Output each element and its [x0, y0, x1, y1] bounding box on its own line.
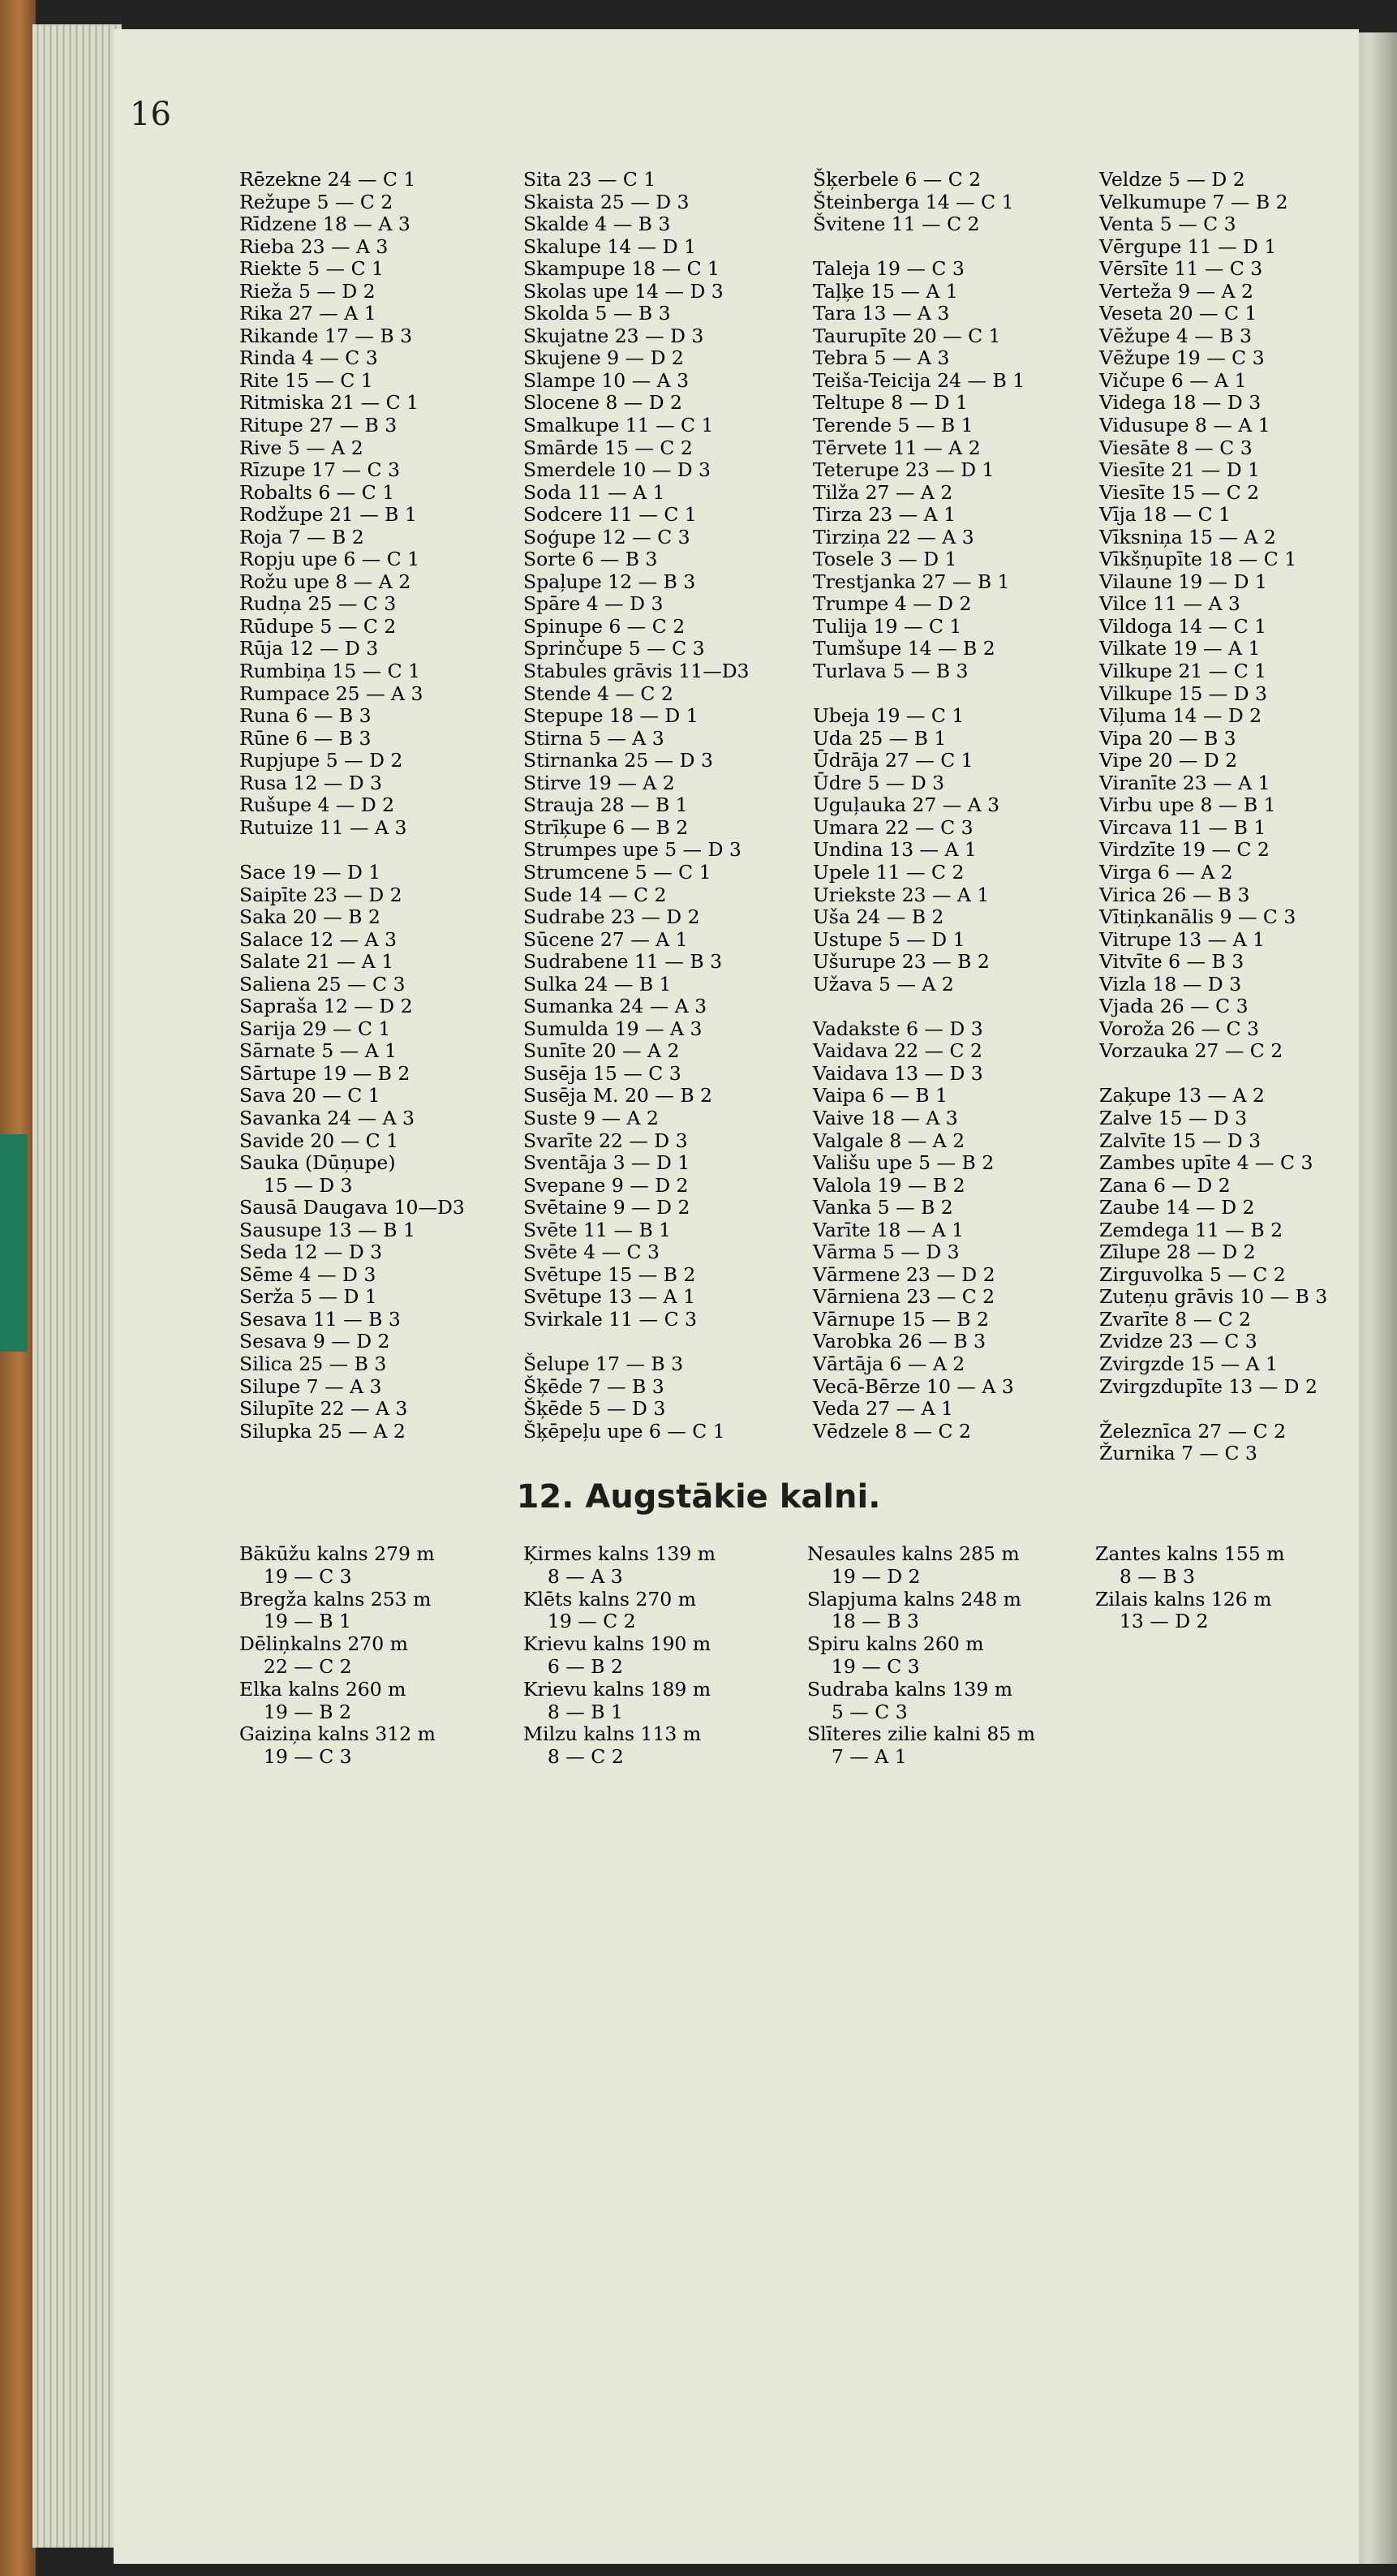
index-entry: Vaidava 22 — C 2: [813, 1039, 982, 1063]
index-entry: Skolas upe 14 — D 3: [523, 279, 724, 303]
index-entry: Trestjanka 27 — B 1: [813, 570, 1010, 593]
index-entry: Spinupe 6 — C 2: [523, 614, 686, 638]
index-entry: Sudrabe 23 — D 2: [523, 905, 700, 929]
index-entry: Svarīte 22 — D 3: [523, 1129, 688, 1152]
index-entry: Smerdele 10 — D 3: [523, 458, 711, 482]
index-entry: Vilaune 19 — D 1: [1099, 570, 1267, 593]
index-entry: Skalde 4 — B 3: [523, 213, 671, 236]
index-entry: Savanka 24 — A 3: [239, 1106, 415, 1129]
index-entry: Viesāte 8 — C 3: [1099, 436, 1253, 459]
index-entry: Sūcene 27 — A 1: [523, 927, 688, 951]
index-entry: Riekte 5 — C 1: [239, 257, 384, 281]
index-entry: Užava 5 — A 2: [813, 972, 954, 996]
index-entry: Vārmene 23 — D 2: [813, 1262, 995, 1286]
index-entry: Svirkale 11 — C 3: [523, 1307, 698, 1331]
index-entry: Viranīte 23 — A 1: [1099, 771, 1270, 794]
index-entry: Sodcere 11 — C 1: [523, 503, 697, 527]
peaks-column-1: [239, 1543, 519, 1769]
index-entry: Trumpe 4 — D 2: [813, 592, 972, 616]
peak-entry-line: Krievu kalns 190 m: [523, 1632, 711, 1656]
index-entry: Vircava 11 — B 1: [1099, 815, 1266, 839]
river-index: [239, 168, 1351, 1465]
peak-entry-line: Dēliņkalns 270 m: [239, 1632, 408, 1656]
index-entry: Strauja 28 — B 1: [523, 793, 688, 817]
index-entry: Valgale 8 — A 2: [813, 1129, 965, 1152]
index-entry: Šķēpeļu upe 6 — C 1: [523, 1419, 725, 1443]
index-entry: Ropju upe 6 — C 1: [239, 548, 420, 571]
index-entry: Roja 7 — B 2: [239, 525, 364, 548]
index-entry: Tosele 3 — D 1: [813, 548, 957, 571]
peak-entry-line: 5 — C 3: [807, 1700, 908, 1723]
index-entry: Valola 19 — B 2: [813, 1173, 965, 1197]
index-entry: Vilce 11 — A 3: [1099, 592, 1240, 616]
index-entry: Sārtupe 19 — B 2: [239, 1061, 411, 1085]
index-entry: Zvirgzdupīte 13 — D 2: [1099, 1374, 1317, 1398]
index-entry: Venta 5 — C 3: [1099, 213, 1236, 236]
index-entry: Smalkupe 11 — C 1: [523, 414, 714, 437]
index-entry: Strumcene 5 — C 1: [523, 860, 711, 884]
index-entry: [813, 683, 1093, 706]
index-entry: Rieža 5 — D 2: [239, 279, 376, 303]
index-entry: Strīķupe 6 — B 2: [523, 815, 689, 839]
index-entry: Vītiņkanālis 9 — C 3: [1099, 905, 1296, 929]
peak-entry-line: Sudraba kalns 139 m: [807, 1677, 1013, 1701]
index-entry: [1099, 1398, 1379, 1421]
index-entry: Tebra 5 — A 3: [813, 346, 950, 370]
index-entry: Šķēde 5 — D 3: [523, 1397, 666, 1421]
index-entry: [239, 839, 519, 862]
index-entry: Skampupe 18 — C 1: [523, 257, 720, 281]
highest-hills-list: [239, 1543, 1351, 1787]
index-entry: Vidusupe 8 — A 1: [1099, 414, 1270, 437]
index-entry: Umara 22 — C 3: [813, 815, 974, 839]
index-entry: Smārde 15 — C 2: [523, 436, 693, 459]
index-entry: Suste 9 — A 2: [523, 1106, 659, 1129]
index-entry: Vitrupe 13 — A 1: [1099, 927, 1266, 951]
index-entry: [813, 996, 1093, 1018]
index-entry: Sarija 29 — C 1: [239, 1017, 391, 1040]
index-entry: Tirza 23 — A 1: [813, 503, 956, 527]
index-entry: Soģupe 12 — C 3: [523, 525, 690, 548]
index-entry: Šteinberga 14 — C 1: [813, 190, 1014, 213]
index-entry: Ušurupe 23 — B 2: [813, 950, 990, 974]
index-entry: Skujatne 23 — D 3: [523, 324, 704, 347]
peaks-column-2: [523, 1543, 803, 1769]
index-entry: Rušupe 4 — D 2: [239, 793, 395, 817]
index-entry: Vārnupe 15 — B 2: [813, 1307, 989, 1331]
peak-entry-line: 19 — C 3: [807, 1654, 920, 1678]
index-entry: Tara 13 — A 3: [813, 302, 950, 325]
index-entry: Vīkšņupīte 18 — C 1: [1099, 548, 1297, 571]
index-entry: Rupjupe 5 — D 2: [239, 749, 403, 772]
index-entry: Undina 13 — A 1: [813, 838, 977, 862]
index-entry: Vilkate 19 — A 1: [1099, 637, 1261, 660]
index-entry: Slampe 10 — A 3: [523, 368, 690, 392]
index-entry: Varīte 18 — A 1: [813, 1218, 965, 1241]
index-entry: Teterupe 23 — D 1: [813, 458, 995, 482]
index-entry: Vīksniņa 15 — A 2: [1099, 525, 1276, 548]
page-number: 16: [130, 96, 171, 133]
index-entry: Vizla 18 — D 3: [1099, 972, 1242, 996]
index-entry: Zana 6 — D 2: [1099, 1173, 1231, 1197]
index-entry: Rudņa 25 — C 3: [239, 592, 397, 616]
index-entry: Sesava 11 — B 3: [239, 1307, 401, 1331]
peak-entry-line: Elka kalns 260 m: [239, 1677, 406, 1701]
index-entry: Vildoga 14 — C 1: [1099, 614, 1267, 638]
index-entry: [1099, 1063, 1379, 1086]
index-entry: Rūja 12 — D 3: [239, 637, 379, 660]
index-entry: Uda 25 — B 1: [813, 726, 947, 750]
index-entry: Vadakste 6 — D 3: [813, 1017, 983, 1040]
index-entry: Taurupīte 20 — C 1: [813, 324, 1001, 347]
index-entry: Vipa 20 — B 3: [1099, 726, 1236, 750]
index-entry: Uriekste 23 — A 1: [813, 883, 990, 906]
peak-entry-line: Zilais kalns 126 m: [1095, 1587, 1272, 1611]
peak-entry-line: 7 — A 1: [807, 1745, 907, 1769]
bookmark-tab: [0, 1134, 28, 1352]
index-entry: Sauka (Dūņupe): [239, 1151, 396, 1175]
index-entry: Spaļupe 12 — B 3: [523, 570, 696, 593]
index-column-2: [523, 169, 803, 1443]
index-entry: Sausā Daugava 10—D3: [239, 1196, 465, 1219]
index-entry: Svētupe 15 — B 2: [523, 1262, 696, 1286]
index-entry: Rikande 17 — B 3: [239, 324, 413, 347]
index-entry: Zīlupe 28 — D 2: [1099, 1241, 1256, 1264]
index-entry: Svēte 11 — B 1: [523, 1218, 672, 1241]
peak-entry-line: 8 — B 3: [1095, 1564, 1195, 1588]
index-entry: Zalvīte 15 — D 3: [1099, 1129, 1262, 1152]
index-entry: Švitene 11 — C 2: [813, 213, 980, 236]
index-entry: Vārtāja 6 — A 2: [813, 1352, 965, 1375]
peak-entry-line: Milzu kalns 113 m: [523, 1722, 702, 1746]
index-entry: Ritmiska 21 — C 1: [239, 391, 419, 415]
index-entry: Stepupe 18 — D 1: [523, 704, 698, 728]
page-stack-edges: [32, 24, 122, 2548]
index-entry: Sēme 4 — D 3: [239, 1262, 376, 1286]
peak-entry-line: 19 — C 3: [239, 1564, 352, 1588]
index-entry: Vaive 18 — A 3: [813, 1106, 958, 1129]
index-entry: Vanka 5 — B 2: [813, 1196, 953, 1219]
peak-entry-line: 8 — A 3: [523, 1564, 623, 1588]
index-entry: Vēžupe 4 — B 3: [1099, 324, 1252, 347]
index-entry: Silupka 25 — A 2: [239, 1419, 406, 1443]
index-entry: Teltupe 8 — D 1: [813, 391, 968, 415]
index-entry: Vilkupe 21 — C 1: [1099, 660, 1267, 683]
index-entry: Veseta 20 — C 1: [1099, 302, 1257, 325]
index-entry: 15 — D 3: [239, 1173, 353, 1197]
index-entry: Sesava 9 — D 2: [239, 1330, 390, 1353]
index-entry: Svepane 9 — D 2: [523, 1173, 689, 1197]
index-entry: Turlava 5 — B 3: [813, 660, 969, 683]
peak-entry-line: 8 — B 1: [523, 1700, 623, 1723]
index-entry: Ubeja 19 — C 1: [813, 704, 965, 728]
index-entry: Sudrabene 11 — B 3: [523, 950, 723, 974]
index-entry: Ustupe 5 — D 1: [813, 927, 965, 951]
index-entry: Veldze 5 — D 2: [1099, 168, 1245, 191]
index-entry: [813, 236, 1093, 259]
index-entry: Silupīte 22 — A 3: [239, 1397, 408, 1421]
index-entry: [523, 1331, 803, 1353]
index-entry: Svēte 4 — C 3: [523, 1241, 660, 1264]
index-entry: Saipīte 23 — D 2: [239, 883, 402, 906]
index-entry: Rūne 6 — B 3: [239, 726, 372, 750]
index-entry: Tērvete 11 — A 2: [813, 436, 981, 459]
peak-entry-line: Ķirmes kalns 139 m: [523, 1542, 716, 1565]
index-entry: Žurnika 7 — C 3: [1099, 1442, 1257, 1465]
index-entry: Rodžupe 21 — B 1: [239, 503, 417, 527]
index-entry: Ritupe 27 — B 3: [239, 414, 398, 437]
index-entry: Sārnate 5 — A 1: [239, 1039, 398, 1063]
index-entry: Rinda 4 — C 3: [239, 346, 378, 370]
index-entry: Režupe 5 — C 2: [239, 190, 393, 213]
index-entry: Vārma 5 — D 3: [813, 1241, 960, 1264]
peak-entry-line: Spiru kalns 260 m: [807, 1632, 984, 1656]
peak-entry-line: 19 — B 2: [239, 1700, 351, 1723]
index-entry: Šķerbele 6 — C 2: [813, 168, 982, 191]
peak-entry-line: Krievu kalns 189 m: [523, 1677, 711, 1701]
index-entry: Savide 20 — C 1: [239, 1129, 399, 1152]
index-entry: Vjada 26 — C 3: [1099, 995, 1249, 1018]
index-entry: Rumpace 25 — A 3: [239, 682, 423, 705]
index-entry: Viesīte 15 — C 2: [1099, 480, 1260, 504]
index-entry: Tumšupe 14 — B 2: [813, 637, 995, 660]
index-entry: Vēžupe 19 — C 3: [1099, 346, 1265, 370]
peak-entry-line: 19 — C 2: [523, 1610, 636, 1633]
index-entry: Zalve 15 — D 3: [1099, 1106, 1248, 1129]
index-entry: Salate 21 — A 1: [239, 950, 394, 974]
index-entry: Taļķe 15 — A 1: [813, 279, 958, 303]
index-entry: Varobka 26 — B 3: [813, 1330, 986, 1353]
index-entry: Rožu upe 8 — A 2: [239, 570, 411, 593]
index-entry: Sace 19 — D 1: [239, 860, 381, 884]
index-entry: Rēzekne 24 — C 1: [239, 168, 416, 191]
index-entry: Sapraša 12 — D 2: [239, 995, 413, 1018]
peak-entry-line: 8 — C 2: [523, 1745, 624, 1769]
index-entry: Vērsīte 11 — C 3: [1099, 257, 1263, 281]
index-entry: Spāre 4 — D 3: [523, 592, 664, 616]
index-entry: Susēja M. 20 — B 2: [523, 1084, 713, 1107]
index-entry: Robalts 6 — C 1: [239, 480, 395, 504]
index-entry: Taleja 19 — C 3: [813, 257, 965, 281]
peak-entry-line: Bregža kalns 253 m: [239, 1587, 432, 1611]
index-entry: Sorte 6 — B 3: [523, 548, 658, 571]
index-entry: Vipe 20 — D 2: [1099, 749, 1238, 772]
index-entry: Zemdega 11 — B 2: [1099, 1218, 1283, 1241]
index-entry: Teiša-Teicija 24 — B 1: [813, 368, 1025, 392]
section-title: 12. Augstākie kalni.: [516, 1478, 881, 1516]
index-entry: Rutuize 11 — A 3: [239, 815, 407, 839]
index-entry: Sventāja 3 — D 1: [523, 1151, 690, 1175]
index-entry: Rika 27 — A 1: [239, 302, 376, 325]
index-entry: Šelupe 17 — B 3: [523, 1352, 684, 1375]
index-entry: Svētupe 13 — A 1: [523, 1285, 696, 1309]
index-entry: Sumulda 19 — A 3: [523, 1017, 703, 1040]
index-column-1: [239, 169, 519, 1443]
index-entry: Rive 5 — A 2: [239, 436, 363, 459]
index-entry: Rumbiņa 15 — C 1: [239, 660, 421, 683]
index-entry: Sita 23 — C 1: [523, 168, 656, 191]
peak-entry-line: Zantes kalns 155 m: [1095, 1542, 1285, 1565]
index-entry: Zaķupe 13 — A 2: [1099, 1084, 1265, 1107]
index-entry: Skaista 25 — D 3: [523, 190, 690, 213]
index-entry: Stirve 19 — A 2: [523, 771, 675, 794]
index-entry: Rusa 12 — D 3: [239, 771, 382, 794]
index-entry: Svētaine 9 — D 2: [523, 1196, 690, 1219]
peak-entry-line: Slīteres zilie kalni 85 m: [807, 1722, 1036, 1746]
index-entry: Zuteņu grāvis 10 — B 3: [1099, 1285, 1328, 1309]
index-entry: Viesīte 21 — D 1: [1099, 458, 1260, 482]
index-entry: Ūdrāja 27 — C 1: [813, 749, 974, 772]
index-entry: Uguļauka 27 — A 3: [813, 793, 1000, 817]
index-entry: Skalupe 14 — D 1: [523, 234, 697, 258]
index-entry: Vērgupe 11 — D 1: [1099, 234, 1277, 258]
index-entry: Runa 6 — B 3: [239, 704, 372, 728]
peak-entry-line: Bākūžu kalns 279 m: [239, 1542, 435, 1565]
index-entry: Vārniena 23 — C 2: [813, 1285, 995, 1309]
index-column-4: [1099, 169, 1379, 1465]
index-entry: Rūdupe 5 — C 2: [239, 614, 397, 638]
index-entry: Saliena 25 — C 3: [239, 972, 406, 996]
index-entry: Susēja 15 — C 3: [523, 1061, 681, 1085]
index-entry: Terende 5 — B 1: [813, 414, 974, 437]
index-entry: Vaidava 13 — D 3: [813, 1061, 983, 1085]
index-entry: Veda 27 — A 1: [813, 1397, 953, 1421]
index-entry: Železnīca 27 — C 2: [1099, 1419, 1287, 1443]
index-entry: Vecā-Bērze 10 — A 3: [813, 1374, 1014, 1398]
index-entry: Vīja 18 — C 1: [1099, 503, 1231, 527]
index-entry: Seda 12 — D 3: [239, 1241, 383, 1264]
index-entry: Strumpes upe 5 — D 3: [523, 838, 741, 862]
peak-entry-line: Klēts kalns 270 m: [523, 1587, 696, 1611]
index-entry: Silupe 7 — A 3: [239, 1374, 382, 1398]
peak-entry-line: Nesaules kalns 285 m: [807, 1542, 1020, 1565]
index-entry: Tulija 19 — C 1: [813, 614, 962, 638]
index-entry: Stende 4 — C 2: [523, 682, 673, 705]
peak-entry-line: 13 — D 2: [1095, 1610, 1209, 1633]
index-entry: Zvidze 23 — C 3: [1099, 1330, 1257, 1353]
index-entry: Rīzupe 17 — C 3: [239, 458, 400, 482]
index-entry: Sumanka 24 — A 3: [523, 995, 707, 1018]
index-entry: Zvirgzde 15 — A 1: [1099, 1352, 1278, 1375]
index-entry: Rīdzene 18 — A 3: [239, 213, 411, 236]
index-entry: Serža 5 — D 1: [239, 1285, 377, 1309]
peaks-column-3: [807, 1543, 1087, 1769]
index-entry: Zirguvolka 5 — C 2: [1099, 1262, 1286, 1286]
index-entry: Zaube 14 — D 2: [1099, 1196, 1255, 1219]
index-entry: Virdzīte 19 — C 2: [1099, 838, 1270, 862]
index-entry: Sulka 24 — B 1: [523, 972, 672, 996]
index-column-3: [813, 169, 1093, 1443]
index-entry: Ūdre 5 — D 3: [813, 771, 945, 794]
index-entry: Vališu upe 5 — B 2: [813, 1151, 995, 1175]
peak-entry-line: 6 — B 2: [523, 1654, 623, 1678]
peak-entry-line: 19 — B 1: [239, 1610, 351, 1633]
index-entry: Rite 15 — C 1: [239, 368, 373, 392]
index-entry: Rieba 23 — A 3: [239, 234, 389, 258]
index-entry: Verteža 9 — A 2: [1099, 279, 1253, 303]
index-entry: Stirna 5 — A 3: [523, 726, 664, 750]
peaks-column-4: [1095, 1543, 1375, 1633]
index-entry: Vēdzele 8 — C 2: [813, 1419, 971, 1443]
index-entry: Soda 11 — A 1: [523, 480, 665, 504]
index-entry: Uša 24 — B 2: [813, 905, 944, 929]
index-entry: Šķēde 7 — B 3: [523, 1374, 664, 1398]
index-entry: Tilža 27 — A 2: [813, 480, 953, 504]
index-entry: Sprinčupe 5 — C 3: [523, 637, 705, 660]
index-entry: Silica 25 — B 3: [239, 1352, 387, 1375]
peak-entry-line: 19 — C 3: [239, 1745, 352, 1769]
peak-entry-line: 22 — C 2: [239, 1654, 352, 1678]
peak-entry-line: Slapjuma kalns 248 m: [807, 1587, 1021, 1611]
index-entry: Vitvīte 6 — B 3: [1099, 950, 1244, 974]
index-entry: Stabules grāvis 11—D3: [523, 660, 750, 683]
index-entry: Saka 20 — B 2: [239, 905, 380, 929]
peak-entry-line: 19 — D 2: [807, 1564, 921, 1588]
index-entry: Virica 26 — B 3: [1099, 883, 1250, 906]
index-entry: Upele 11 — C 2: [813, 860, 965, 884]
index-entry: Stirnanka 25 — D 3: [523, 749, 713, 772]
index-entry: Tirziņa 22 — A 3: [813, 525, 974, 548]
index-entry: Slocene 8 — D 2: [523, 391, 682, 415]
peak-entry-line: 18 — B 3: [807, 1610, 919, 1633]
index-entry: Vorzauka 27 — C 2: [1099, 1039, 1283, 1063]
index-entry: Voroža 26 — C 3: [1099, 1017, 1259, 1040]
index-entry: Sausupe 13 — B 1: [239, 1218, 415, 1241]
index-entry: Skolda 5 — B 3: [523, 302, 671, 325]
index-entry: Virbu upe 8 — B 1: [1099, 793, 1276, 817]
index-entry: Videga 18 — D 3: [1099, 391, 1262, 415]
index-entry: Salace 12 — A 3: [239, 927, 397, 951]
index-entry: Vilkupe 15 — D 3: [1099, 682, 1267, 705]
peak-entry-line: Gaiziņa kalns 312 m: [239, 1722, 436, 1746]
index-entry: Sunīte 20 — A 2: [523, 1039, 680, 1063]
index-entry: Skujene 9 — D 2: [523, 346, 684, 370]
index-entry: Viļuma 14 — D 2: [1099, 704, 1262, 728]
index-entry: Sava 20 — C 1: [239, 1084, 380, 1107]
index-entry: Velkumupe 7 — B 2: [1099, 190, 1288, 213]
index-entry: Sude 14 — C 2: [523, 883, 667, 906]
index-entry: Vaipa 6 — B 1: [813, 1084, 948, 1107]
index-entry: Vičupe 6 — A 1: [1099, 368, 1247, 392]
index-entry: Virga 6 — A 2: [1099, 860, 1233, 884]
index-entry: Zambes upīte 4 — C 3: [1099, 1151, 1313, 1175]
index-entry: Zvarīte 8 — C 2: [1099, 1307, 1251, 1331]
